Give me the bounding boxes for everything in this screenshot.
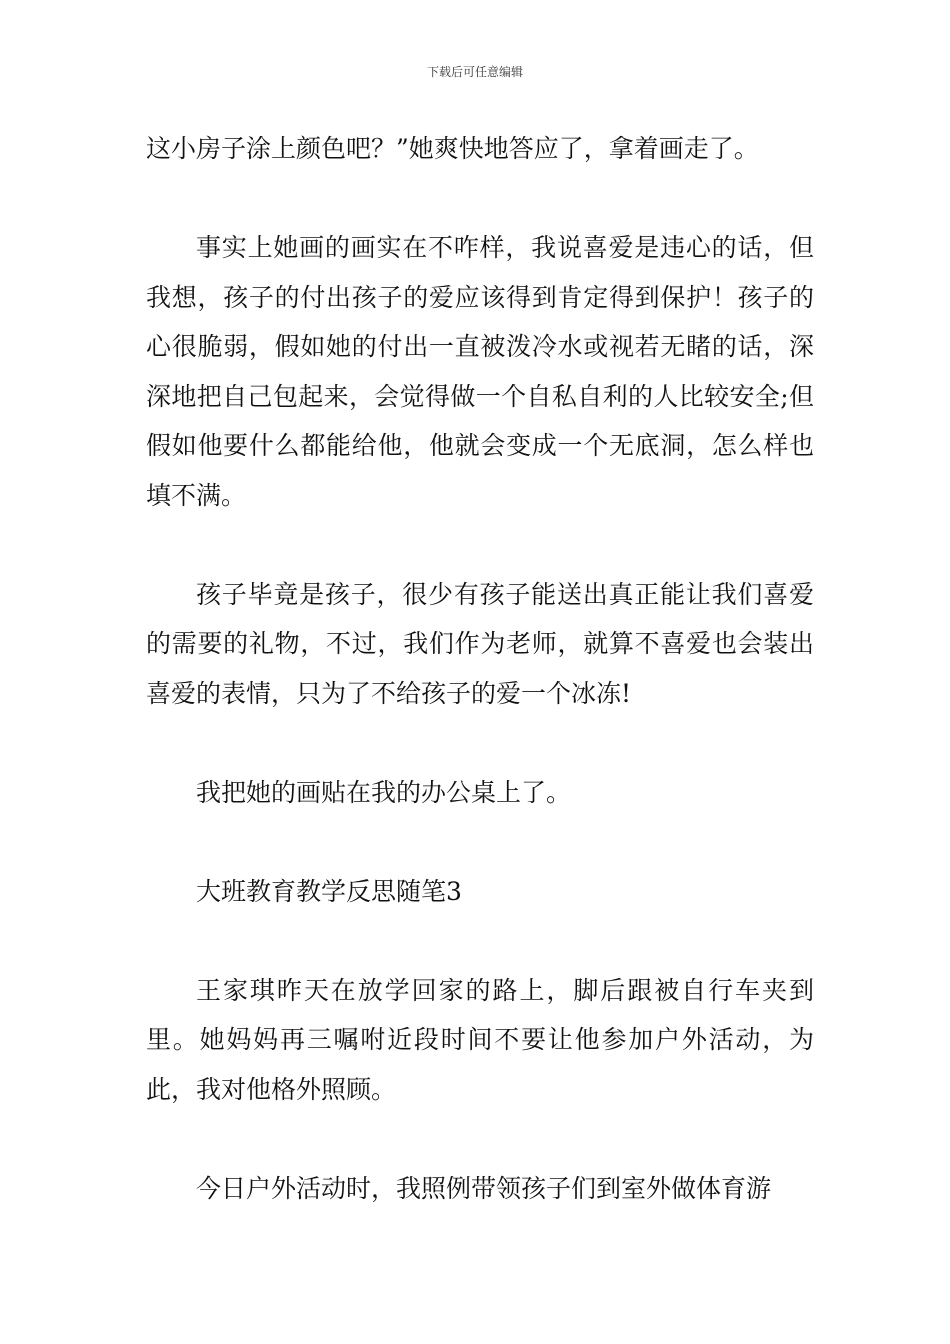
paragraph: 王家琪昨天在放学回家的路上，脚后跟被自行车夹到里。她妈妈再三嘱咐近段时间不要让他参加户外活动，为此，我对他格外照顾。 [146, 975, 814, 1104]
paragraph: 事实上她画的画实在不咋样，我说喜爱是违心的话，但我想，孩子的付出孩子的爱应该得到肯定得到保护！孩子的心很脆弱，假如她的付出一直被泼冷水或视若无睹的话，深深地把自己包起来，会觉得做一个自私自利的人比较安全;但假如他要什么都能给他，他就会变成一个无底洞，怎么样也填不满。 [146, 233, 814, 510]
paragraph: 今日户外活动时，我照例带领孩子们到室外做体育游 [196, 1173, 772, 1203]
document-body [146, 124, 814, 1213]
paragraph-continuation: 这小房子涂上颜色吧？”她爽快地答应了，拿着画走了。 [146, 134, 759, 163]
paragraph: 孩子毕竟是孩子，很少有孩子能送出真正能让我们喜爱的需要的礼物，不过，我们作为老师，就算不喜爱也会装出喜爱的表情，只为了不给孩子的爱一个冰冻! [146, 579, 814, 708]
paragraph: 我把她的画贴在我的办公桌上了。 [196, 777, 572, 807]
section-heading: 大班教育教学反思随笔3 [196, 876, 462, 906]
page-header-note: 下载后可任意编辑 [426, 65, 523, 79]
